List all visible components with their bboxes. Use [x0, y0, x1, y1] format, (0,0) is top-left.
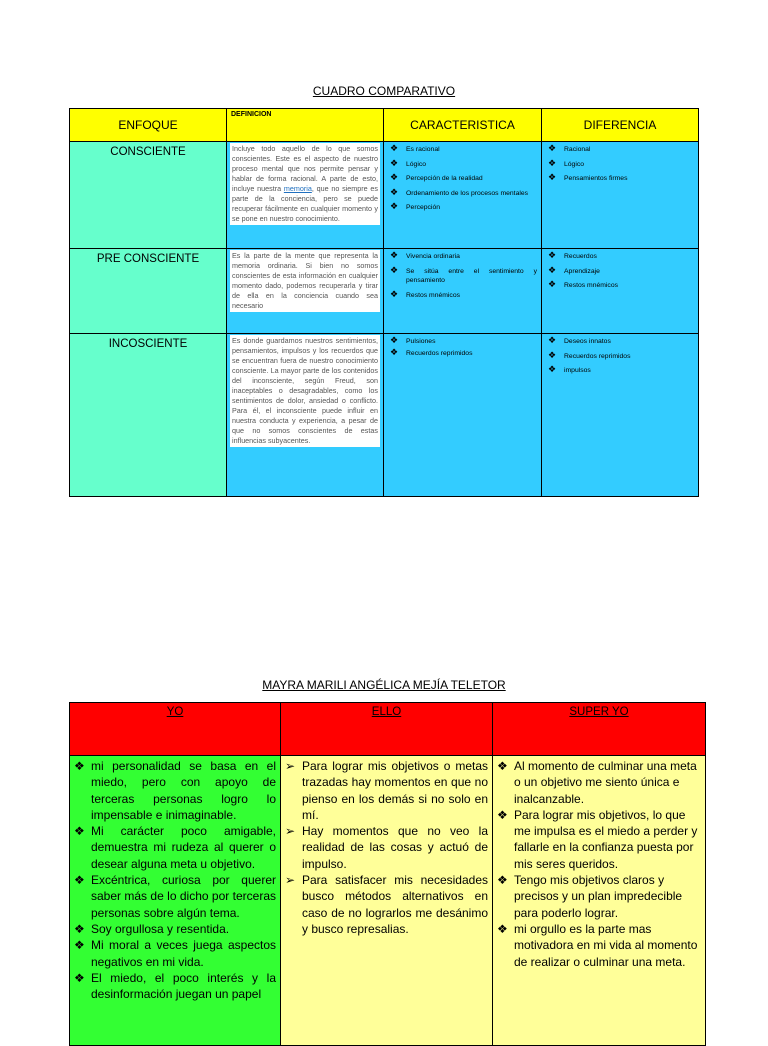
diamond-bullet-icon: ❖: [390, 346, 399, 357]
diamond-bullet-icon: ❖: [74, 970, 85, 985]
table-row: [70, 334, 699, 497]
diferencia-cell: [542, 334, 699, 497]
header-caracteristica: CARACTERISTICA: [384, 109, 542, 142]
diamond-bullet-icon: ❖: [390, 335, 399, 345]
diamond-bullet-icon: ❖: [548, 349, 557, 360]
diamond-bullet-icon: ❖: [497, 807, 508, 822]
table2-title: MAYRA MARILI ANGÉLICA MEJÍA TELETOR: [262, 678, 506, 692]
diamond-bullet-icon: ❖: [390, 157, 399, 168]
table-row: [70, 142, 699, 249]
definicion-text: Es la parte de la mente que representa la memoria ordinaria. Si bien no somos conscientes de esta información en cualquier momento dado, podemos recuperarla y tirar de ella en la conciencia cuando sea necesario: [232, 251, 378, 310]
definicion-cell: [227, 142, 384, 249]
diamond-bullet-icon: ❖: [74, 824, 85, 839]
diamond-bullet-icon: ❖: [74, 759, 85, 773]
table-row: [70, 756, 706, 1046]
definicion-text: Es donde guardamos nuestros sentimientos, pensamientos, impulsos y los recuerdos que se encuentran fuera de nuestro conocimiento consciente. La mayor parte de los contenidos del inconsciente, según Freud, son inaceptables o desagradables, como los sentimientos de dolor, ansiedad o conflicto. Para él, el inconsciente puede influir en nuestra conducta y experiencia, a pesar de que no somos conscientes de estas influencias subyacentes.: [232, 336, 378, 445]
list-item: ❖ Restos mnémicos: [390, 288, 461, 299]
diamond-bullet-icon: ❖: [390, 250, 399, 260]
header-ello: ELLO: [281, 703, 493, 756]
definicion-text-part: , que no siempre es parte de la conciencia, pero se puede recuperar fácilmente en cualquier momento y se pone en nuestro conocimiento.: [232, 184, 378, 223]
yo-cell: [70, 756, 281, 1046]
list-item: ❖ Para lograr mis objetivos, lo que me impulsa es el miedo a perder y fallarle en la confianza puesta por mis seres queridos.: [497, 807, 698, 871]
list-item: ❖ El miedo, el poco interés y la desinformación juegan un papel: [74, 970, 276, 1002]
diamond-bullet-icon: ❖: [74, 938, 85, 953]
diamond-bullet-icon: ❖: [548, 250, 557, 260]
list-item: ❖ mi personalidad se basa en el miedo, pero con apoyo de terceras personas logro lo impensable e inimaginable.: [74, 759, 276, 822]
list-item: ❖ Pensamientos firmes: [548, 172, 628, 182]
diamond-bullet-icon: ❖: [390, 201, 399, 211]
list-item: ❖ Mi carácter poco amigable, demuestra mi rudeza al querer o desear alguna meta u objetivo.: [74, 824, 276, 871]
caracteristica-cell: [384, 142, 542, 249]
memoria-link[interactable]: memoria: [283, 184, 312, 193]
list-item: ❖ Excéntrica, curiosa por querer saber más de lo dicho por terceras personas sobre algún tema.: [74, 873, 276, 920]
caracteristica-cell: [384, 249, 542, 334]
list-item: ❖ Aprendizaje: [548, 264, 600, 275]
caracteristica-list: [390, 337, 537, 358]
enfoque-cell: [70, 142, 227, 249]
caracteristica-list: [390, 145, 537, 213]
diamond-bullet-icon: ❖: [548, 172, 557, 182]
arrow-bullet-icon: ➢: [285, 873, 296, 888]
diamond-bullet-icon: ❖: [548, 279, 557, 289]
list-item: ❖ Se sitúa entre el sentimiento y pensamiento: [390, 264, 537, 284]
diamond-bullet-icon: ❖: [497, 921, 508, 936]
list-item: ➢ Para lograr mis objetivos o metas trazadas hay momentos en que no pienso en los demás si no solo en mí.: [285, 759, 488, 822]
diamond-bullet-icon: ❖: [497, 873, 508, 888]
enfoque-label: CONSCIENTE: [110, 146, 186, 158]
list-item: ❖ Es racional: [390, 143, 440, 153]
table-header-row: [70, 109, 699, 142]
diamond-bullet-icon: ❖: [390, 172, 399, 182]
header-definicion: DEFINICION: [227, 109, 384, 142]
diamond-bullet-icon: ❖: [548, 364, 557, 374]
table1-title: CUADRO COMPARATIVO: [312, 84, 456, 98]
yo-list: [74, 758, 276, 1002]
arrow-bullet-icon: ➢: [285, 759, 296, 773]
diamond-bullet-icon: ❖: [74, 873, 85, 888]
list-item: ❖ Deseos innatos: [548, 335, 611, 345]
superyo-list: [497, 758, 701, 970]
diferencia-list: [548, 337, 694, 376]
list-item: ❖ Soy orgullosa y resentida.: [74, 921, 230, 936]
header-yo: YO: [70, 703, 281, 756]
header-superyo: SUPER YO: [493, 703, 706, 756]
header-enfoque: ENFOQUE: [70, 109, 227, 142]
comparative-table: [69, 108, 699, 497]
superyo-cell: [493, 756, 706, 1046]
diferencia-cell: [542, 142, 699, 249]
list-item: ❖ Ordenamiento de los procesos mentales: [390, 186, 529, 197]
definicion-text-part: Incluye todo aquello de lo que somos conscientes. Este es el aspecto de nuestro proceso mental que nos permite pensar y hablar de forma racional. A parte de esto, incluye nuestra: [232, 144, 378, 193]
definicion-cell: [227, 334, 384, 497]
definicion-cell: [227, 249, 384, 334]
list-item: ❖ Vivencia ordinaria: [390, 250, 460, 260]
arrow-bullet-icon: ➢: [285, 824, 296, 839]
ello-list: [285, 758, 488, 937]
diferencia-list: [548, 252, 694, 291]
diamond-bullet-icon: ❖: [548, 157, 557, 168]
diamond-bullet-icon: ❖: [497, 759, 508, 773]
list-item: ❖ mi orgullo es la parte mas motivadora en mi vida al momento de realizar o culminar una meta.: [497, 921, 698, 969]
caracteristica-cell: [384, 334, 542, 497]
enfoque-cell: [70, 249, 227, 334]
ello-cell: [281, 756, 493, 1046]
table-row: [70, 249, 699, 334]
list-item: ❖ Pulsiones: [390, 335, 436, 345]
caracteristica-list: [390, 252, 537, 300]
list-item: ❖ Mi moral a veces juega aspectos negativos en mi vida.: [74, 938, 276, 969]
enfoque-label: INCOSCIENTE: [108, 338, 188, 350]
list-item: ➢ Hay momentos que no veo la realidad de las cosas y actuó de impulso.: [285, 824, 488, 871]
list-item: ❖ Recuerdos reprimidos: [548, 349, 631, 360]
diamond-bullet-icon: ❖: [390, 288, 399, 299]
list-item: ❖ Racional: [548, 143, 591, 153]
diamond-bullet-icon: ❖: [390, 186, 399, 197]
definicion-text: [230, 143, 380, 225]
list-item: ❖ Lógico: [548, 157, 585, 168]
header-diferencia: DIFERENCIA: [542, 109, 699, 142]
list-item: ❖ Lógico: [390, 157, 427, 168]
list-item: ❖ Al momento de culminar una meta o un objetivo me siento única e inalcanzable.: [497, 759, 697, 806]
table-header-row: [70, 703, 706, 756]
list-item: ❖ Tengo mis objetivos claros y precisos y un plan impredecible para poderlo lograr.: [497, 873, 683, 920]
list-item: ❖ Restos mnémicos: [548, 279, 619, 289]
enfoque-label: PRE CONSCIENTE: [96, 253, 200, 265]
diamond-bullet-icon: ❖: [548, 143, 557, 153]
yo-ello-superyo-table: [69, 702, 706, 1046]
diamond-bullet-icon: ❖: [390, 143, 399, 153]
list-item: ❖ Recuerdos reprimidos: [390, 346, 473, 357]
diferencia-list: [548, 145, 694, 184]
diamond-bullet-icon: ❖: [548, 264, 557, 275]
diamond-bullet-icon: ❖: [548, 335, 557, 345]
list-item: ❖ Recuerdos: [548, 250, 597, 260]
list-item: ❖ Percepción: [390, 201, 441, 211]
diferencia-cell: [542, 249, 699, 334]
list-item: ❖ impulsos: [548, 364, 591, 374]
diamond-bullet-icon: ❖: [390, 264, 399, 275]
enfoque-cell: [70, 334, 227, 497]
list-item: ➢ Para satisfacer mis necesidades busco métodos alternativos en caso de no lograrlos me desánimo y busco represalias.: [285, 873, 488, 936]
list-item: ❖ Percepción de la realidad: [390, 172, 483, 182]
diamond-bullet-icon: ❖: [74, 921, 85, 936]
